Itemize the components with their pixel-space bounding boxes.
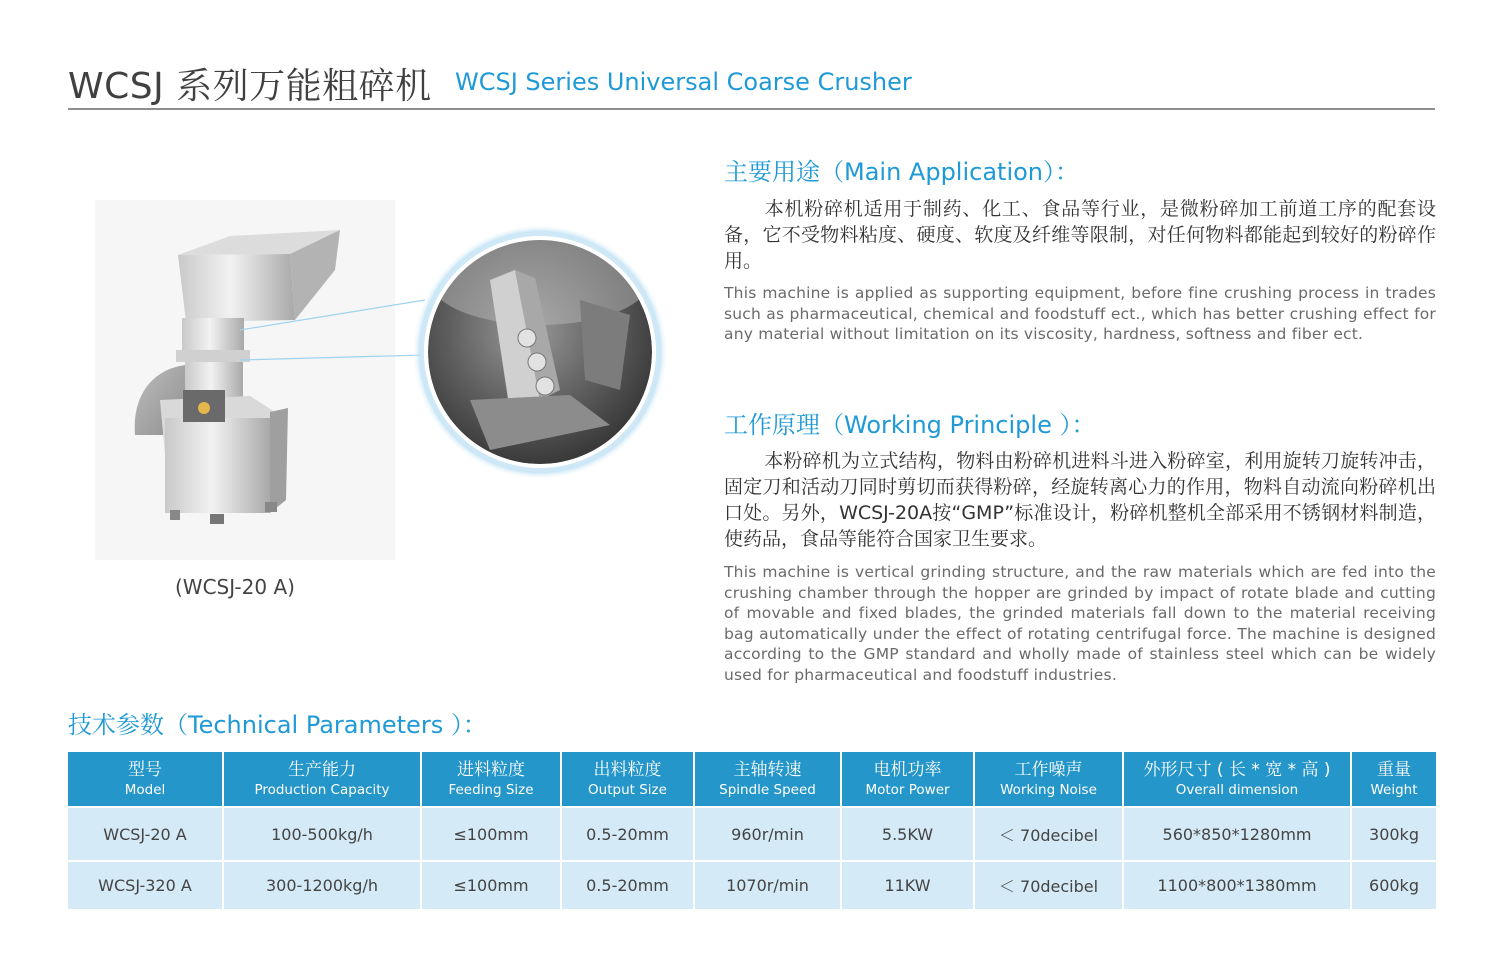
table-cell: 5.5KW [841,807,974,861]
main-application-cn-body: 本机粉碎机适用于制药、化工、食品等行业，是微粉碎加工前道工序的配套设备，它不受物料粘度、硬度、软度及纤维等限制，对任何物料都能起到较好的粉碎作用。 [724,198,1436,272]
main-application-text-cn [724,196,1436,274]
column-header: 工作噪声 Working Noise [974,752,1123,807]
table-cell: 0.5-20mm [561,807,694,861]
table-cell: 0.5-20mm [561,861,694,909]
table-cell: ≤100mm [421,807,561,861]
table-cell: ＜ 70decibel [974,807,1123,861]
table-cell: WCSJ-20 A [68,807,223,861]
column-header: 主轴转速 Spindle Speed [694,752,841,807]
column-header: 出料粒度 Output Size [561,752,694,807]
table-cell: 600kg [1351,861,1436,909]
column-header: 电机功率 Motor Power [841,752,974,807]
working-principle-text-cn [724,448,1436,552]
page-title-en: WCSJ Series Universal Coarse Crusher [455,68,912,96]
technical-parameters-heading: 技术参数（Technical Parameters ）： [68,711,487,739]
table-cell: ＜ 70decibel [974,861,1123,909]
table-cell: 1100*800*1380mm [1123,861,1351,909]
table-cell: ≤100mm [421,861,561,909]
image-caption: (WCSJ-20 A) [175,575,295,599]
table-cell: 300kg [1351,807,1436,861]
column-header: 重量 Weight [1351,752,1436,807]
table-cell: 960r/min [694,807,841,861]
column-header: 生产能力 Production Capacity [223,752,421,807]
working-principle-cn-body: 本粉碎机为立式结构，物料由粉碎机进料斗进入粉碎室，利用旋转刀旋转冲击，固定刀和活动刀同时剪切而获得粉碎，经旋转离心力的作用，物料自动流向粉碎机出口处。另外，WCSJ-20A按“GMP”标准设计，粉碎机整机全部采用不锈钢材料制造，使药品，食品等能符合国家卫生要求。 [724,450,1436,550]
crusher-machine-illustration [90,150,690,570]
title-divider [68,108,1435,110]
table-cell: 100-500kg/h [223,807,421,861]
technical-parameters-table [68,752,1436,909]
working-principle-text-en: This machine is vertical grinding structure, and the raw materials which are fed into the crushing chamber through the hopper are grinded by impact of rotate blade and cutting of movable and fixed blades, the grinded materials fall down to the material receiving bag automatically under the effect of rotating centrifugal force. The machine is designed according to the GMP standard and wholly made of stainless steel which can be widely used for pharmaceutical and foodstuff industries. [724,563,1436,684]
column-header: 进料粒度 Feeding Size [421,752,561,807]
table-header-row [68,752,1436,807]
table-row [68,861,1436,909]
main-application-heading: 主要用途（Main Application）： [724,158,1080,186]
table-cell: 300-1200kg/h [223,861,421,909]
table-cell: 1070r/min [694,861,841,909]
page-title-cn: WCSJ 系列万能粗碎机 [68,66,432,107]
main-application-text-en: This machine is applied as supporting equipment, before fine crushing process in trades such as pharmaceutical, chemical and foodstuff ect., which has better crushing effect for any material without limitation on its viscosity, hardness, softness and fiber ect. [724,284,1436,344]
column-header: 型号 Model [68,752,223,807]
table-cell: 560*850*1280mm [1123,807,1351,861]
table-row [68,807,1436,861]
column-header: 外形尺寸 ( 长 * 宽 * 高 ) Overall dimension [1123,752,1351,807]
table-cell: WCSJ-320 A [68,861,223,909]
table-cell: 11KW [841,861,974,909]
working-principle-heading: 工作原理（Working Principle ）： [724,411,1096,439]
